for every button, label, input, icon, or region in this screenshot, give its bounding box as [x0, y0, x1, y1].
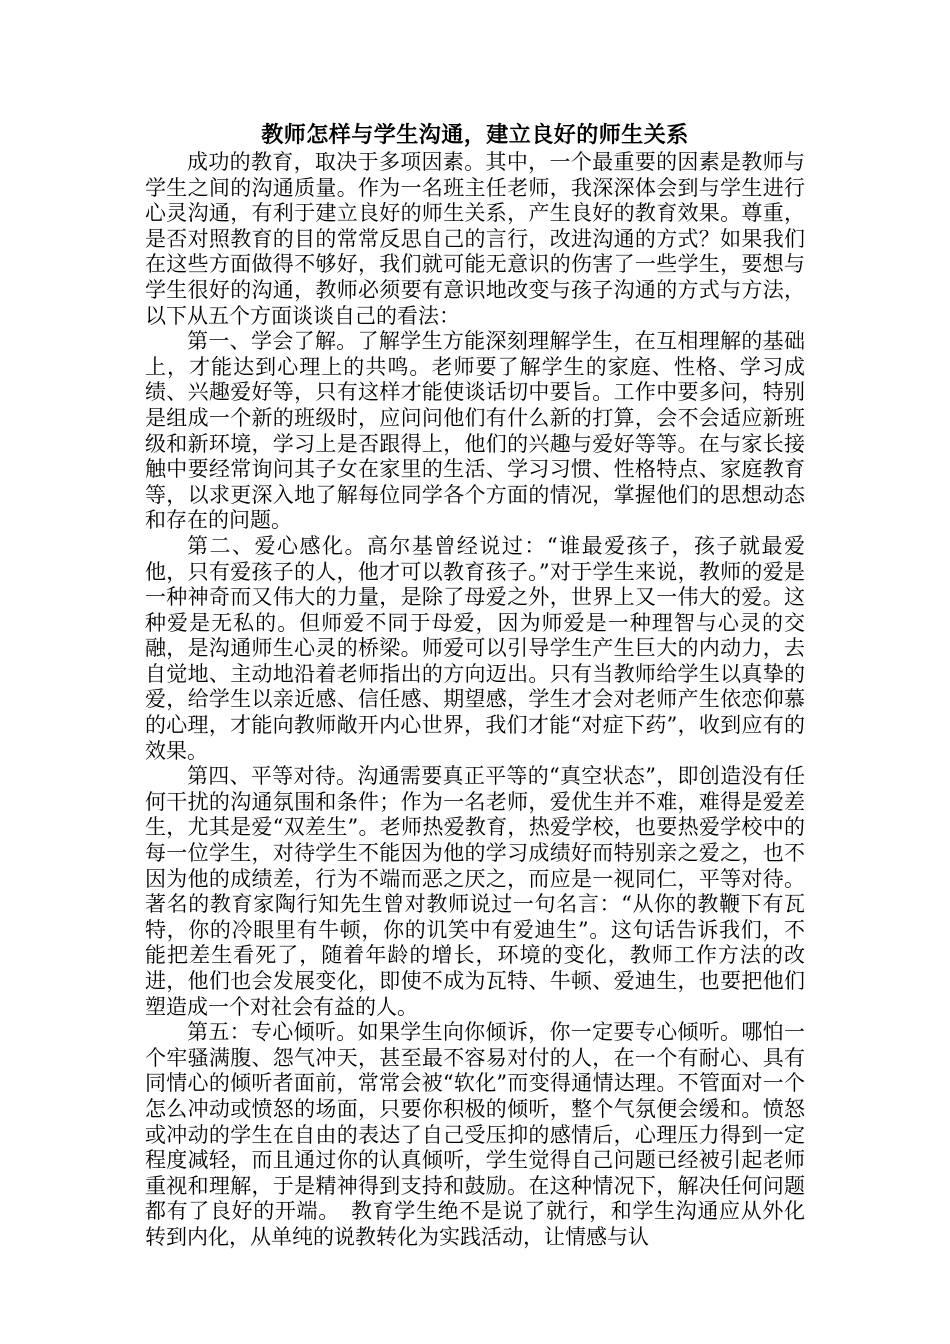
document-page: [145, 120, 805, 1251]
paragraph-listen: 第五：专心倾听。如果学生向你倾诉，你一定要专心倾听。哪怕一个牢骚满腹、怨气冲天，甚至最不容易对付的人，在一个有耐心、具有同情心的倾听者面前，常常会被“软化”而变得通情达理。不管面对一个怎么冲动或愤怒的场面，只要你积极的倾听，整个气氛便会缓和。愤怒或冲动的学生在自由的表达了自己受压抑的感情后，心理压力得到一定程度减轻，而且通过你的认真倾听，学生觉得自己问题已经被引起老师重视和理解，于是精神得到支持和鼓励。在这种情况下，解决任何问题都有了良好的开端。 教育学生绝不是说了就行，和学生沟通应从外化转到内化，从单纯的说教转化为实践活动，让情感与认: [145, 1020, 805, 1249]
paragraph-understand: 第一、学会了解。了解学生方能深刻理解学生，在互相理解的基础上，才能达到心理上的共鸣。老师要了解学生的家庭、性格、学习成绩、兴趣爱好等，只有这样才能使谈话切中要旨。工作中要多问，特别是组成一个新的班级时，应问问他们有什么新的打算，会不会适应新班级和新环境，学习上是否跟得上，他们的兴趣与爱好等等。在与家长接触中要经常询问其子女在家里的生活、学习习惯、性格特点、家庭教育等，以求更深入地了解每位同学各个方面的情况，掌握他们的思想动态和存在的问题。: [145, 329, 805, 533]
document-title: 教师怎样与学生沟通，建立良好的师生关系: [261, 122, 689, 148]
paragraph-intro: 成功的教育，取决于多项因素。其中，一个最重要的因素是教师与学生之间的沟通质量。作为一名班主任老师，我深深体会到与学生进行心灵沟通，有利于建立良好的师生关系，产生良好的教育效果。尊重，是否对照教育的目的常常反思自己的言行，改进沟通的方式？如果我们在这些方面做得不够好，我们就可能无意识的伤害了一些学生，要想与学生很好的沟通，教师必须要有意识地改变与孩子沟通的方式与方法，以下从五个方面谈谈自己的看法：: [145, 150, 805, 328]
paragraph-love: 第二、爱心感化。高尔基曾经说过：“谁最爱孩子，孩子就最爱他，只有爱孩子的人，他才可以教育孩子。”对于学生来说，教师的爱是一种神奇而又伟大的力量，是除了母爱之外，世界上又一伟大的爱。这种爱是无私的。但师爱不同于母爱，因为师爱是一种理智与心灵的交融，是沟通师生心灵的桥梁。师爱可以引导学生产生巨大的内动力，去自觉地、主动地沿着老师指出的方向迈出。只有当教师给学生以真挚的爱，给学生以亲近感、信任感、期望感，学生才会对老师产生依恋仰慕的心理，才能向教师敞开内心世界，我们才能“对症下药”，收到应有的效果。: [145, 533, 805, 763]
paragraph-equality: 第四、平等对待。沟通需要真正平等的“真空状态”，即创造没有任何干扰的沟通氛围和条件；作为一名老师，爱优生并不难，难得是爱差生，尤其是爱“双差生”。老师热爱教育，热爱学校，也要热爱学校中的每一位学生，对待学生不能因为他的学习成绩好而特别亲之爱之，也不因为他的成绩差，行为不端而恶之厌之，而应是一视同仁，平等对待。著名的教育家陶行知先生曾对教师说过一句名言：“从你的教鞭下有瓦特，你的冷眼里有牛顿，你的讥笑中有爱迪生”。这句话告诉我们，不能把差生看死了，随着年龄的增长，环境的变化，教师工作方法的改进，他们也会发展变化，即使不成为瓦特、牛顿、爱迪生，也要把他们塑造成一个对社会有益的人。: [145, 764, 805, 1019]
